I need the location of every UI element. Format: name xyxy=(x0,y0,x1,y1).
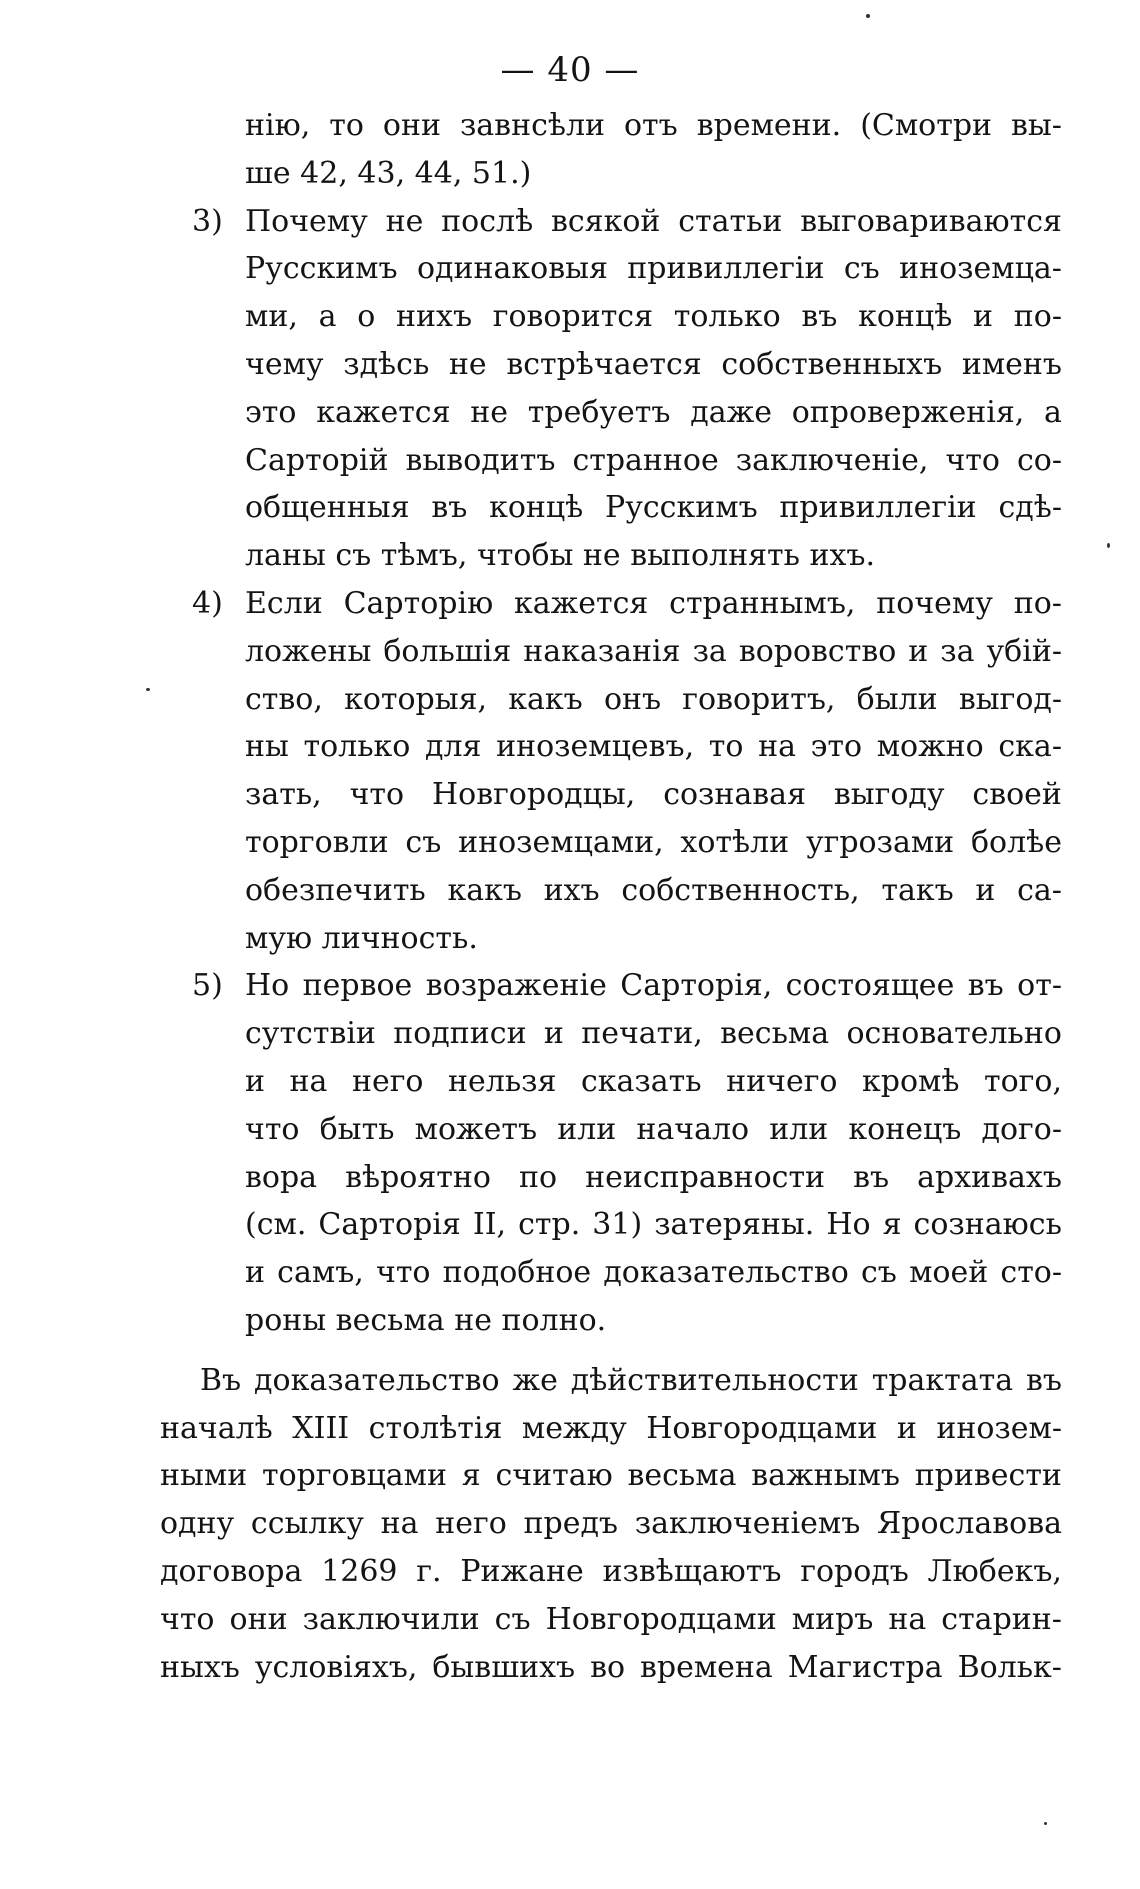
text-line: ланы съ тѣмъ, чтобы не выполнять ихъ. xyxy=(245,538,876,574)
text-line: одну ссылку на него предъ заключеніемъ Ярославова xyxy=(160,1506,1062,1542)
text-line: чему здѣсь не встрѣчается собственныхъ именъ xyxy=(245,347,1062,382)
text-line: ство, которыя, какъ онъ говоритъ, были выгод- xyxy=(245,681,1062,717)
text-line: (см. Сарторія II, стр. 31) затеряны. Но я сознаюсь xyxy=(245,1207,1062,1243)
scan-speck xyxy=(146,688,150,691)
text-line: что быть можетъ или начало или конецъ дого- xyxy=(245,1111,1062,1147)
text-line: вора вѣроятно по неисправности въ архивахъ xyxy=(245,1159,1062,1195)
text-line: ны только для иноземцевъ, то на это можно ска- xyxy=(245,729,1062,765)
text-line: роны весьма не полно. xyxy=(245,1303,607,1338)
text-line: нію, то они завнсѣли отъ времени. (Смотри вы- xyxy=(245,108,1062,143)
text-line: договора 1269 г. Рижане извѣщаютъ городъ Любекъ, xyxy=(160,1553,1062,1589)
page-number: — 40 — xyxy=(500,50,640,90)
text-line: началѣ XIII столѣтія между Новгородцами и инозем- xyxy=(160,1410,1062,1446)
text-line: ми, а о нихъ говорится только въ концѣ и по- xyxy=(245,299,1062,335)
text-line: ныхъ условіяхъ, бывшихъ во времена Магистра Вольк- xyxy=(160,1649,1062,1685)
scan-speck xyxy=(866,14,870,18)
text-line: Въ доказательство же дѣйствительности трактата въ xyxy=(200,1362,1062,1398)
text-line: обезпечить какъ ихъ собственность, такъ и са- xyxy=(245,872,1062,908)
text-line: Русскимъ одинаковыя привиллегіи съ иноземца- xyxy=(245,251,1062,287)
text-line: ными торговцами я считаю весьма важнымъ привести xyxy=(160,1458,1062,1494)
text-line: общенныя въ концѣ Русскимъ привиллегіи сдѣ- xyxy=(245,490,1062,526)
text-line: сутствіи подписи и печати, весьма основательно xyxy=(245,1016,1062,1052)
item-number: 4) xyxy=(192,586,223,621)
text-line: и на него нельзя сказать ничего кромѣ того, xyxy=(245,1064,1062,1099)
text-line: это кажется не требуетъ даже опроверженія, а xyxy=(245,394,1062,430)
text-line: зать, что Новгородцы, сознавая выгоду своей xyxy=(245,777,1062,813)
text-line: Сарторій выводитъ странное заключеніе, что со- xyxy=(245,442,1062,478)
text-line: Если Сарторію кажется страннымъ, почему по- xyxy=(245,586,1062,621)
text-line: ше 42, 43, 44, 51.) xyxy=(245,155,532,191)
text-line: мую личность. xyxy=(245,920,478,956)
text-line: Но первое возраженіе Сарторія, состоящее въ от- xyxy=(245,968,1062,1004)
text-line: и самъ, что подобное доказательство съ моей сто- xyxy=(245,1255,1062,1291)
item-number: 3) xyxy=(192,203,223,239)
text-line: ложены большія наказанія за воровство и за убій- xyxy=(245,633,1062,669)
scan-speck xyxy=(1044,1822,1047,1825)
text-line: что они заключили съ Новгородцами миръ на старин- xyxy=(160,1601,1062,1637)
item-number: 5) xyxy=(192,968,223,1004)
text-line: Почему не послѣ всякой статьи выговариваются xyxy=(245,203,1062,239)
scan-speck xyxy=(1107,543,1110,548)
text-line: торговли съ иноземцами, хотѣли угрозами болѣе xyxy=(245,825,1062,860)
